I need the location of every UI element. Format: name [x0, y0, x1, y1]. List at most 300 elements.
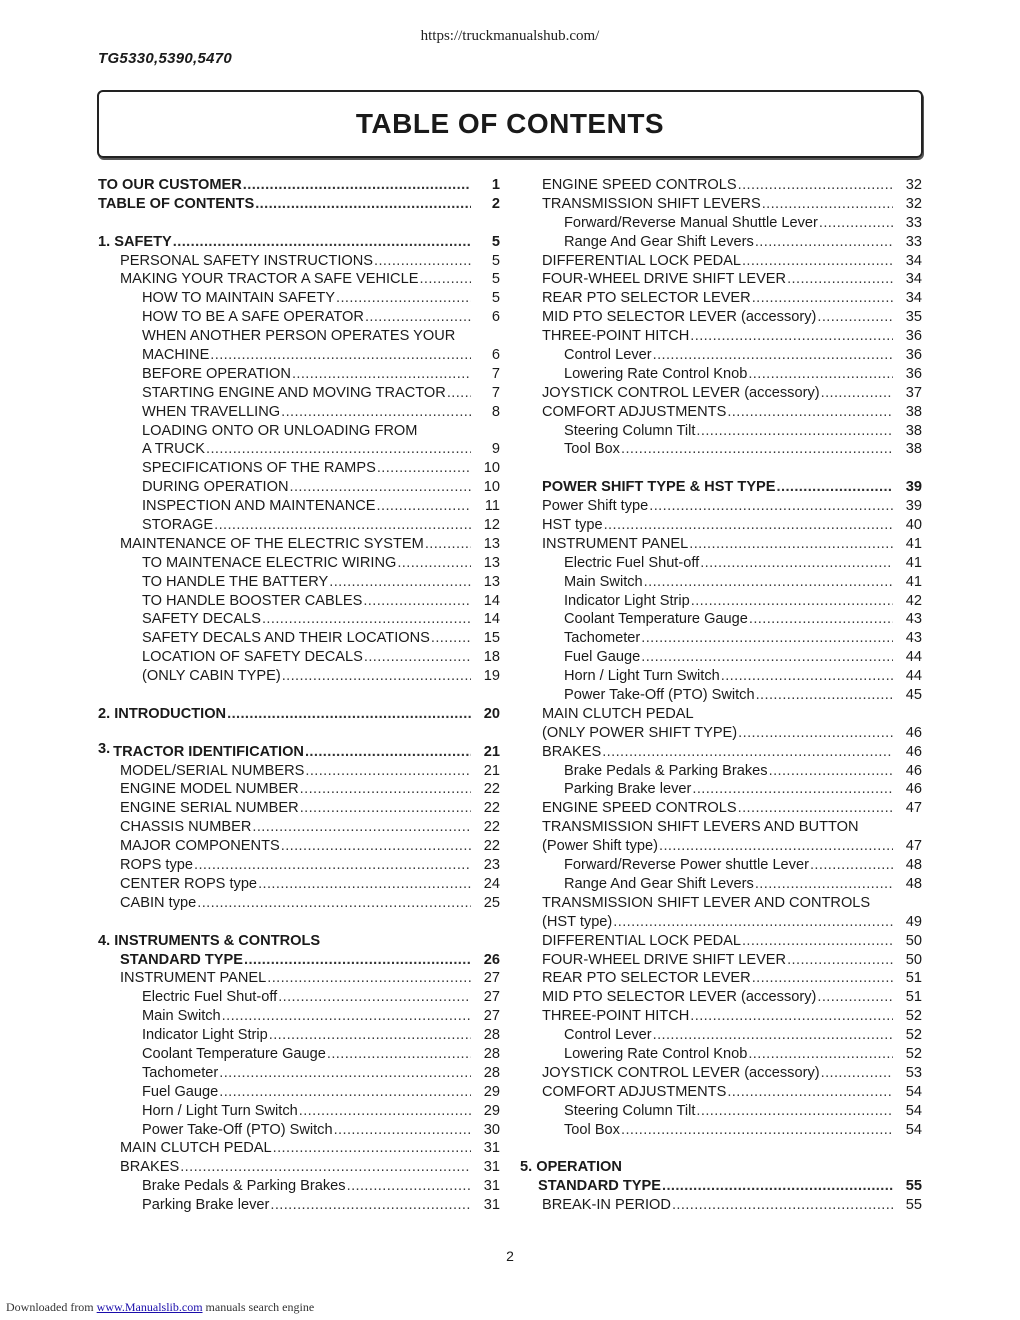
toc-page-number: 38 [905, 422, 922, 439]
toc-entry-title [98, 740, 304, 762]
toc-entry-title: STORAGE [142, 517, 214, 534]
toc-entry[interactable] [98, 270, 500, 289]
toc-entry[interactable] [520, 1026, 922, 1045]
toc-entry-title: Tool Box [564, 1121, 620, 1138]
toc-entry-title: ROPS type [120, 857, 193, 874]
dot-leader [397, 554, 471, 573]
dot-leader [374, 252, 471, 271]
toc-entry[interactable] [98, 951, 500, 970]
toc-page-number: 36 [905, 328, 922, 345]
toc-page-number: 13 [483, 573, 500, 590]
dot-leader [347, 1177, 471, 1196]
toc-page-number: 35 [905, 309, 922, 326]
toc-page-number: 33 [905, 233, 922, 250]
toc-page-number: 14 [483, 592, 500, 609]
toc-page-number: 39 [905, 498, 922, 515]
manualslib-link[interactable]: www.Manualslib.com [96, 1300, 203, 1314]
toc-entry[interactable] [98, 818, 500, 837]
toc-entry-title: STANDARD TYPE [538, 1178, 661, 1195]
toc-page-number: 21 [483, 762, 500, 779]
toc-entry-title: PERSONAL SAFETY INSTRUCTIONS [120, 252, 374, 269]
toc-entry[interactable] [520, 592, 922, 611]
toc-entry[interactable] [520, 818, 922, 837]
toc-entry-title: HST type [542, 517, 603, 534]
section-spacer [98, 724, 500, 743]
toc-entry[interactable] [98, 988, 500, 1007]
toc-entry[interactable] [98, 969, 500, 988]
toc-entry[interactable] [520, 289, 922, 308]
toc-entry[interactable] [98, 176, 500, 195]
toc-entry-title: HOW TO BE A SAFE OPERATOR [142, 309, 364, 326]
toc-entry-title: INSTRUMENT PANEL [542, 535, 689, 552]
toc-entry[interactable] [98, 195, 500, 214]
toc-entry-title: TO HANDLE THE BATTERY [142, 573, 329, 590]
toc-entry[interactable] [520, 1158, 922, 1177]
toc-entry-title: MAKING YOUR TRACTOR A SAFE VEHICLE [120, 271, 419, 288]
toc-entry-title: MAJOR COMPONENTS [120, 838, 280, 855]
model-numbers: TG5330,5390,5470 [98, 50, 233, 67]
dot-leader [727, 1083, 893, 1102]
toc-entry[interactable] [520, 554, 922, 573]
dot-leader [810, 856, 893, 875]
toc-page-number: 34 [905, 290, 922, 307]
dot-leader [738, 724, 893, 743]
toc-entry-title: Power Shift type [542, 498, 649, 515]
section-spacer [520, 459, 922, 478]
toc-entry-title: Power Take-Off (PTO) Switch [142, 1121, 333, 1138]
toc-entry-title: A TRUCK [142, 441, 205, 458]
toc-entry[interactable] [520, 365, 922, 384]
dot-leader [258, 875, 471, 894]
dot-leader [748, 1045, 893, 1064]
toc-entry[interactable] [520, 1064, 922, 1083]
toc-page-number: 43 [905, 630, 922, 647]
dot-leader [755, 233, 893, 252]
toc-page-number: 22 [483, 819, 500, 836]
toc-page-number: 10 [483, 479, 500, 496]
toc-page-number: 5 [491, 271, 500, 288]
toc-entry[interactable] [520, 667, 922, 686]
toc-entry-title: TO MAINTENACE ELECTRIC WIRING [142, 554, 397, 571]
toc-entry-title: MID PTO SELECTOR LEVER (accessory) [542, 989, 817, 1006]
dot-leader [377, 497, 471, 516]
toc-entry[interactable] [520, 837, 922, 856]
toc-page-number: 37 [905, 384, 922, 401]
dot-leader [299, 1102, 471, 1121]
toc-entry[interactable] [98, 875, 500, 894]
dot-leader [787, 270, 893, 289]
toc-entry[interactable] [520, 1121, 922, 1140]
toc-entry-title: Brake Pedals & Parking Brakes [142, 1178, 346, 1195]
toc-entry-title: CHASSIS NUMBER [120, 819, 252, 836]
dot-leader [210, 346, 471, 365]
toc-entry[interactable] [98, 422, 500, 441]
toc-entry[interactable] [520, 233, 922, 252]
dot-leader [305, 762, 471, 781]
toc-entry[interactable] [98, 762, 500, 781]
dot-leader [194, 856, 471, 875]
toc-entry[interactable] [98, 856, 500, 875]
toc-entry-title: Forward/Reverse Power shuttle Lever [564, 857, 809, 874]
toc-page-number: 31 [483, 1140, 500, 1157]
toc-entry[interactable] [520, 894, 922, 913]
toc-entry[interactable] [98, 1064, 500, 1083]
toc-entry[interactable] [98, 440, 500, 459]
toc-entry[interactable] [98, 781, 500, 800]
toc-entry-title: SAFETY DECALS AND THEIR LOCATIONS [142, 630, 430, 647]
dot-leader [700, 554, 893, 573]
toc-entry-title: LOADING ONTO OR UNLOADING FROM [142, 422, 418, 439]
toc-entry[interactable] [98, 610, 500, 629]
toc-column-left [98, 176, 500, 1215]
toc-entry-title: JOYSTICK CONTROL LEVER (accessory) [542, 384, 820, 401]
toc-entry[interactable] [520, 1083, 922, 1102]
toc-entry[interactable] [98, 837, 500, 856]
section-title: TRACTOR IDENTIFICATION [113, 743, 304, 760]
dot-leader [219, 1064, 471, 1083]
toc-entry-title: POWER SHIFT TYPE & HST TYPE [542, 479, 776, 496]
dot-leader [327, 1045, 471, 1064]
toc-page-number: 46 [905, 724, 922, 741]
toc-entry-title: Indicator Light Strip [142, 1027, 268, 1044]
toc-page-number: 42 [905, 592, 922, 609]
toc-entry[interactable] [520, 308, 922, 327]
toc-entry-title: 5. OPERATION [520, 1159, 622, 1176]
toc-entry-title: INSPECTION AND MAINTENANCE [142, 498, 376, 515]
toc-entry-title: Power Take-Off (PTO) Switch [564, 687, 755, 704]
toc-entry-title: Main Switch [142, 1008, 221, 1025]
toc-entry[interactable] [520, 988, 922, 1007]
toc-entry-title: FOUR-WHEEL DRIVE SHIFT LEVER [542, 951, 787, 968]
toc-entry[interactable] [520, 497, 922, 516]
dot-leader [365, 308, 471, 327]
toc-entry[interactable] [98, 1196, 500, 1215]
toc-entry-title: FOUR-WHEEL DRIVE SHIFT LEVER [542, 271, 787, 288]
toc-entry-title: INSTRUMENT PANEL [120, 970, 267, 987]
dot-leader [742, 252, 893, 271]
toc-entry-title: LOCATION OF SAFETY DECALS [142, 649, 363, 666]
toc-page-number: 20 [483, 705, 500, 722]
toc-entry[interactable] [520, 856, 922, 875]
toc-entry[interactable] [98, 308, 500, 327]
toc-entry[interactable] [520, 1045, 922, 1064]
toc-page-number: 30 [483, 1121, 500, 1138]
dot-leader [262, 610, 471, 629]
toc-entry-title: Forward/Reverse Manual Shuttle Lever [564, 214, 818, 231]
toc-entry-title: Horn / Light Turn Switch [142, 1102, 298, 1119]
dot-leader [641, 648, 893, 667]
dot-leader [255, 195, 471, 214]
toc-entry[interactable] [520, 1007, 922, 1026]
toc-entry-title: Brake Pedals & Parking Brakes [564, 762, 768, 779]
toc-entry[interactable] [520, 422, 922, 441]
toc-entry[interactable] [98, 1083, 500, 1102]
toc-entry-title: REAR PTO SELECTOR LEVER [542, 290, 751, 307]
toc-entry-title: JOYSTICK CONTROL LEVER (accessory) [542, 1064, 820, 1081]
toc-page-number: 7 [491, 384, 500, 401]
toc-page-number: 1 [491, 176, 500, 193]
toc-entry[interactable] [98, 894, 500, 913]
dot-leader [641, 629, 893, 648]
toc-entry-title: Tachometer [142, 1064, 219, 1081]
toc-entry[interactable] [98, 252, 500, 271]
toc-page-number: 29 [483, 1102, 500, 1119]
toc-entry-title: Range And Gear Shift Levers [564, 875, 754, 892]
toc-entry[interactable] [98, 346, 500, 365]
toc-entry[interactable] [98, 1121, 500, 1140]
toc-entry-title: ENGINE MODEL NUMBER [120, 781, 299, 798]
toc-entry[interactable] [98, 403, 500, 422]
toc-entry[interactable] [98, 1102, 500, 1121]
toc-entry[interactable] [520, 384, 922, 403]
toc-entry[interactable] [98, 327, 500, 346]
toc-page-number: 22 [483, 800, 500, 817]
dot-leader [690, 1007, 893, 1026]
toc-entry[interactable] [520, 478, 922, 497]
toc-entry-title: SAFETY DECALS [142, 611, 261, 628]
dot-leader [690, 327, 893, 346]
dot-leader [273, 1139, 471, 1158]
toc-entry[interactable] [98, 799, 500, 818]
toc-entry[interactable] [98, 1007, 500, 1026]
dot-leader [821, 1064, 893, 1083]
toc-entry-title: Lowering Rate Control Knob [564, 1045, 748, 1062]
dot-leader [425, 535, 471, 554]
toc-entry-title: DIFFERENTIAL LOCK PEDAL [542, 252, 741, 269]
toc-page-number: 53 [905, 1064, 922, 1081]
toc-page-number: 14 [483, 611, 500, 628]
toc-entry[interactable] [520, 724, 922, 743]
toc-page-number: 51 [905, 989, 922, 1006]
toc-entry[interactable] [520, 913, 922, 932]
toc-entry-title: Indicator Light Strip [564, 592, 690, 609]
toc-page-number: 13 [483, 554, 500, 571]
dot-leader [419, 270, 471, 289]
toc-page-number: 24 [483, 875, 500, 892]
toc-page-number: 31 [483, 1178, 500, 1195]
dot-leader [214, 516, 471, 535]
toc-entry[interactable] [98, 365, 500, 384]
toc-page-number: 55 [905, 1197, 922, 1214]
toc-entry-title: Control Lever [564, 1027, 652, 1044]
section-spacer [98, 686, 500, 705]
toc-entry-title: Steering Column Tilt [564, 422, 696, 439]
toc-page-number: 52 [905, 1008, 922, 1025]
dot-leader [748, 365, 893, 384]
toc-entry-title: ENGINE SPEED CONTROLS [542, 800, 737, 817]
footer-suffix: manuals search engine [205, 1300, 315, 1314]
toc-entry-title: CENTER ROPS type [120, 875, 258, 892]
toc-entry[interactable] [98, 554, 500, 573]
toc-entry[interactable] [98, 648, 500, 667]
dot-leader [621, 440, 893, 459]
toc-entry-title: Lowering Rate Control Knob [564, 365, 748, 382]
toc-page-number: 2 [491, 195, 500, 212]
toc-entry-title: MAINTENANCE OF THE ELECTRIC SYSTEM [120, 535, 424, 552]
dot-leader [300, 799, 471, 818]
toc-page-number: 28 [483, 1064, 500, 1081]
dot-leader [222, 1007, 471, 1026]
toc-entry[interactable] [520, 762, 922, 781]
toc-entry[interactable] [520, 705, 922, 724]
toc-entry[interactable] [520, 743, 922, 762]
toc-page-number: 6 [491, 347, 500, 363]
toc-entry-title: ENGINE SPEED CONTROLS [542, 176, 737, 193]
dot-leader [662, 1177, 893, 1196]
dot-leader [305, 743, 471, 762]
toc-entry[interactable] [520, 875, 922, 894]
toc-page-number: 45 [905, 687, 922, 704]
toc-entry[interactable] [98, 535, 500, 554]
toc-entry[interactable] [520, 932, 922, 951]
dot-leader [602, 743, 893, 762]
dot-leader [672, 1196, 893, 1215]
toc-entry[interactable] [98, 705, 500, 724]
toc-entry[interactable] [98, 459, 500, 478]
toc-page-number: 54 [905, 1102, 922, 1119]
toc-entry[interactable] [520, 1102, 922, 1121]
toc-entry[interactable] [98, 1045, 500, 1064]
toc-page-number: 50 [905, 951, 922, 968]
toc-entry[interactable] [98, 497, 500, 516]
dot-leader [653, 346, 893, 365]
toc-entry-title: Steering Column Tilt [564, 1102, 696, 1119]
toc-page-number: 34 [905, 271, 922, 288]
toc-entry-title: Tachometer [564, 630, 641, 647]
toc-entry-title: Parking Brake lever [142, 1197, 270, 1214]
toc-entry[interactable] [520, 327, 922, 346]
section-number: 3. [98, 740, 111, 757]
toc-entry[interactable] [520, 403, 922, 422]
toc-entry-title: MID PTO SELECTOR LEVER (accessory) [542, 309, 817, 326]
dot-leader [727, 403, 893, 422]
dot-leader [180, 1158, 471, 1177]
dot-leader [252, 818, 471, 837]
toc-entry[interactable] [520, 951, 922, 970]
toc-entry[interactable] [520, 516, 922, 535]
toc-entry[interactable] [520, 252, 922, 271]
toc-entry[interactable] [98, 667, 500, 686]
toc-entry-title: THREE-POINT HITCH [542, 328, 690, 345]
toc-page-number: 54 [905, 1083, 922, 1100]
toc-entry-title: TRANSMISSION SHIFT LEVER AND CONTROLS [542, 894, 871, 911]
toc-entry[interactable] [520, 629, 922, 648]
toc-page-number: 36 [905, 365, 922, 382]
toc-entry[interactable] [98, 573, 500, 592]
toc-entry[interactable] [520, 176, 922, 195]
toc-entry[interactable] [98, 592, 500, 611]
dot-leader [334, 1121, 471, 1140]
toc-entry-title: Electric Fuel Shut-off [564, 554, 700, 571]
toc-entry[interactable] [98, 1139, 500, 1158]
dot-leader [738, 799, 893, 818]
dot-leader [431, 629, 471, 648]
toc-entry[interactable] [520, 195, 922, 214]
toc-entry-title: Fuel Gauge [142, 1083, 219, 1100]
dot-leader [613, 913, 893, 932]
toc-entry-title: WHEN ANOTHER PERSON OPERATES YOUR [142, 328, 456, 345]
toc-entry[interactable] [520, 610, 922, 629]
dot-leader [267, 969, 471, 988]
toc-entry[interactable] [520, 648, 922, 667]
dot-leader [336, 289, 471, 308]
dot-leader [270, 1196, 471, 1215]
toc-entry-title: 1. SAFETY [98, 233, 172, 250]
page-title: TABLE OF CONTENTS [355, 108, 665, 139]
toc-entry[interactable] [520, 270, 922, 289]
dot-leader [721, 667, 893, 686]
toc-entry-title: CABIN type [120, 894, 197, 911]
toc-entry-title: Range And Gear Shift Levers [564, 233, 754, 250]
toc-entry[interactable] [98, 740, 500, 762]
dot-leader [644, 573, 893, 592]
toc-entry-title: (HST type) [542, 913, 613, 930]
toc-entry-title: TRANSMISSION SHIFT LEVERS [542, 195, 761, 212]
dot-leader [206, 440, 471, 459]
toc-page-number: 46 [905, 781, 922, 798]
toc-entry[interactable] [98, 384, 500, 403]
toc-entry-title: Main Switch [564, 573, 643, 590]
dot-leader [173, 233, 471, 252]
toc-entry[interactable] [520, 686, 922, 705]
toc-entry[interactable] [98, 1177, 500, 1196]
dot-leader [621, 1121, 893, 1140]
toc-entry[interactable] [98, 932, 500, 951]
toc-entry[interactable] [98, 1026, 500, 1045]
dot-leader [281, 837, 471, 856]
toc-entry-title: Coolant Temperature Gauge [564, 611, 748, 628]
dot-leader [227, 705, 471, 724]
toc-entry[interactable] [520, 781, 922, 800]
toc-page-number: 7 [491, 365, 500, 382]
dot-leader [821, 384, 893, 403]
toc-entry[interactable] [98, 289, 500, 308]
toc-entry-title: Parking Brake lever [564, 781, 692, 798]
toc-entry[interactable] [520, 535, 922, 554]
toc-page-number: 5 [491, 290, 500, 307]
toc-entry-title: (ONLY POWER SHIFT TYPE) [542, 724, 738, 741]
toc-page-number: 41 [905, 573, 922, 590]
toc-entry[interactable] [520, 214, 922, 233]
toc-page-number: 8 [491, 403, 500, 420]
dot-leader [769, 762, 893, 781]
toc-page-number: 32 [905, 176, 922, 193]
dot-leader [219, 1083, 471, 1102]
toc-entry-title: REAR PTO SELECTOR LEVER [542, 970, 751, 987]
toc-entry[interactable] [520, 1196, 922, 1215]
dot-leader [749, 610, 893, 629]
toc-page-number: 39 [905, 479, 922, 496]
toc-entry[interactable] [98, 629, 500, 648]
toc-entry[interactable] [520, 969, 922, 988]
toc-page-number: 25 [483, 894, 500, 911]
toc-entry-title: Coolant Temperature Gauge [142, 1045, 326, 1062]
dot-leader [696, 422, 893, 441]
toc-page-number: 54 [905, 1121, 922, 1138]
toc-entry[interactable] [98, 1158, 500, 1177]
toc-page-number: 6 [491, 309, 500, 326]
toc-entry-title: STANDARD TYPE [120, 951, 243, 968]
toc-entry[interactable] [520, 573, 922, 592]
toc-entry[interactable] [98, 478, 500, 497]
toc-entry[interactable] [98, 233, 500, 252]
toc-entry[interactable] [98, 516, 500, 535]
toc-entry[interactable] [520, 346, 922, 365]
toc-entry[interactable] [520, 799, 922, 818]
toc-entry[interactable] [520, 440, 922, 459]
toc-entry-title: DURING OPERATION [142, 479, 289, 496]
toc-entry[interactable] [520, 1177, 922, 1196]
